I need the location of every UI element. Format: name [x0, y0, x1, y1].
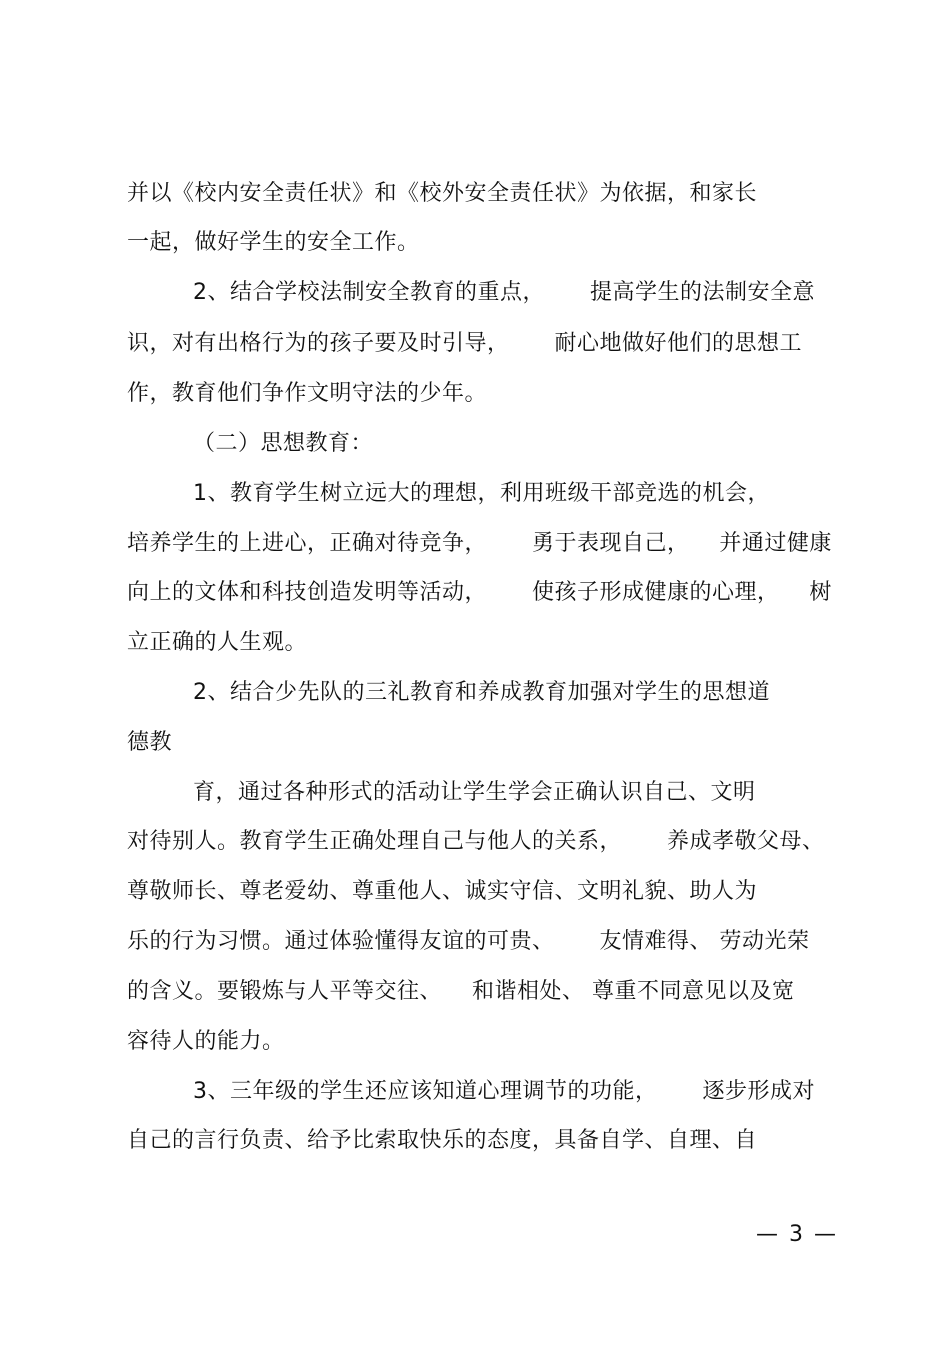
text-line: 立正确的人生观。 — [127, 630, 308, 655]
text-line: 培养学生的上进心，正确对待竞争， 勇于表现自己， 并通过健康 — [127, 531, 832, 556]
text-line: 一起，做好学生的安全工作。 — [127, 230, 420, 255]
text-line: 德教 — [127, 730, 173, 755]
text-line: 容待人的能力。 — [127, 1029, 285, 1054]
text-line: 作，教育他们争作文明守法的少年。 — [127, 381, 488, 406]
page-number: — 3 — — [756, 1222, 838, 1247]
text-line: 乐的行为习惯。通过体验懂得友谊的可贵、 友情难得、 劳动光荣 — [127, 929, 810, 954]
section-heading: （二）思想教育： — [193, 431, 374, 456]
text-line: 3、三年级的学生还应该知道心理调节的功能， 逐步形成对 — [193, 1079, 815, 1104]
text-line: 1、教育学生树立远大的理想，利用班级干部竞选的机会， — [193, 481, 770, 506]
text-line: 并以《校内安全责任状》和《校外安全责任状》为依据，和家长 — [127, 181, 758, 206]
text-line: 向上的文体和科技创造发明等活动， 使孩子形成健康的心理， 树 — [127, 580, 832, 605]
text-line: 育，通过各种形式的活动让学生学会正确认识自己、文明 — [193, 780, 756, 805]
text-line: 尊敬师长、尊老爱幼、尊重他人、诚实守信、文明礼貌、助人为 — [127, 879, 758, 904]
text-line: 2、结合学校法制安全教育的重点， 提高学生的法制安全意 — [193, 280, 815, 305]
text-line: 2、结合少先队的三礼教育和养成教育加强对学生的思想道 — [193, 680, 770, 705]
text-line: 自己的言行负责、给予比索取快乐的态度，具备自学、自理、自 — [127, 1128, 758, 1153]
text-line: 识，对有出格行为的孩子要及时引导， 耐心地做好他们的思想工 — [127, 331, 802, 356]
text-line: 对待别人。教育学生正确处理自己与他人的关系， 养成孝敬父母、 — [127, 829, 825, 854]
text-line: 的含义。要锻炼与人平等交往、 和谐相处、 尊重不同意见以及宽 — [127, 979, 795, 1004]
